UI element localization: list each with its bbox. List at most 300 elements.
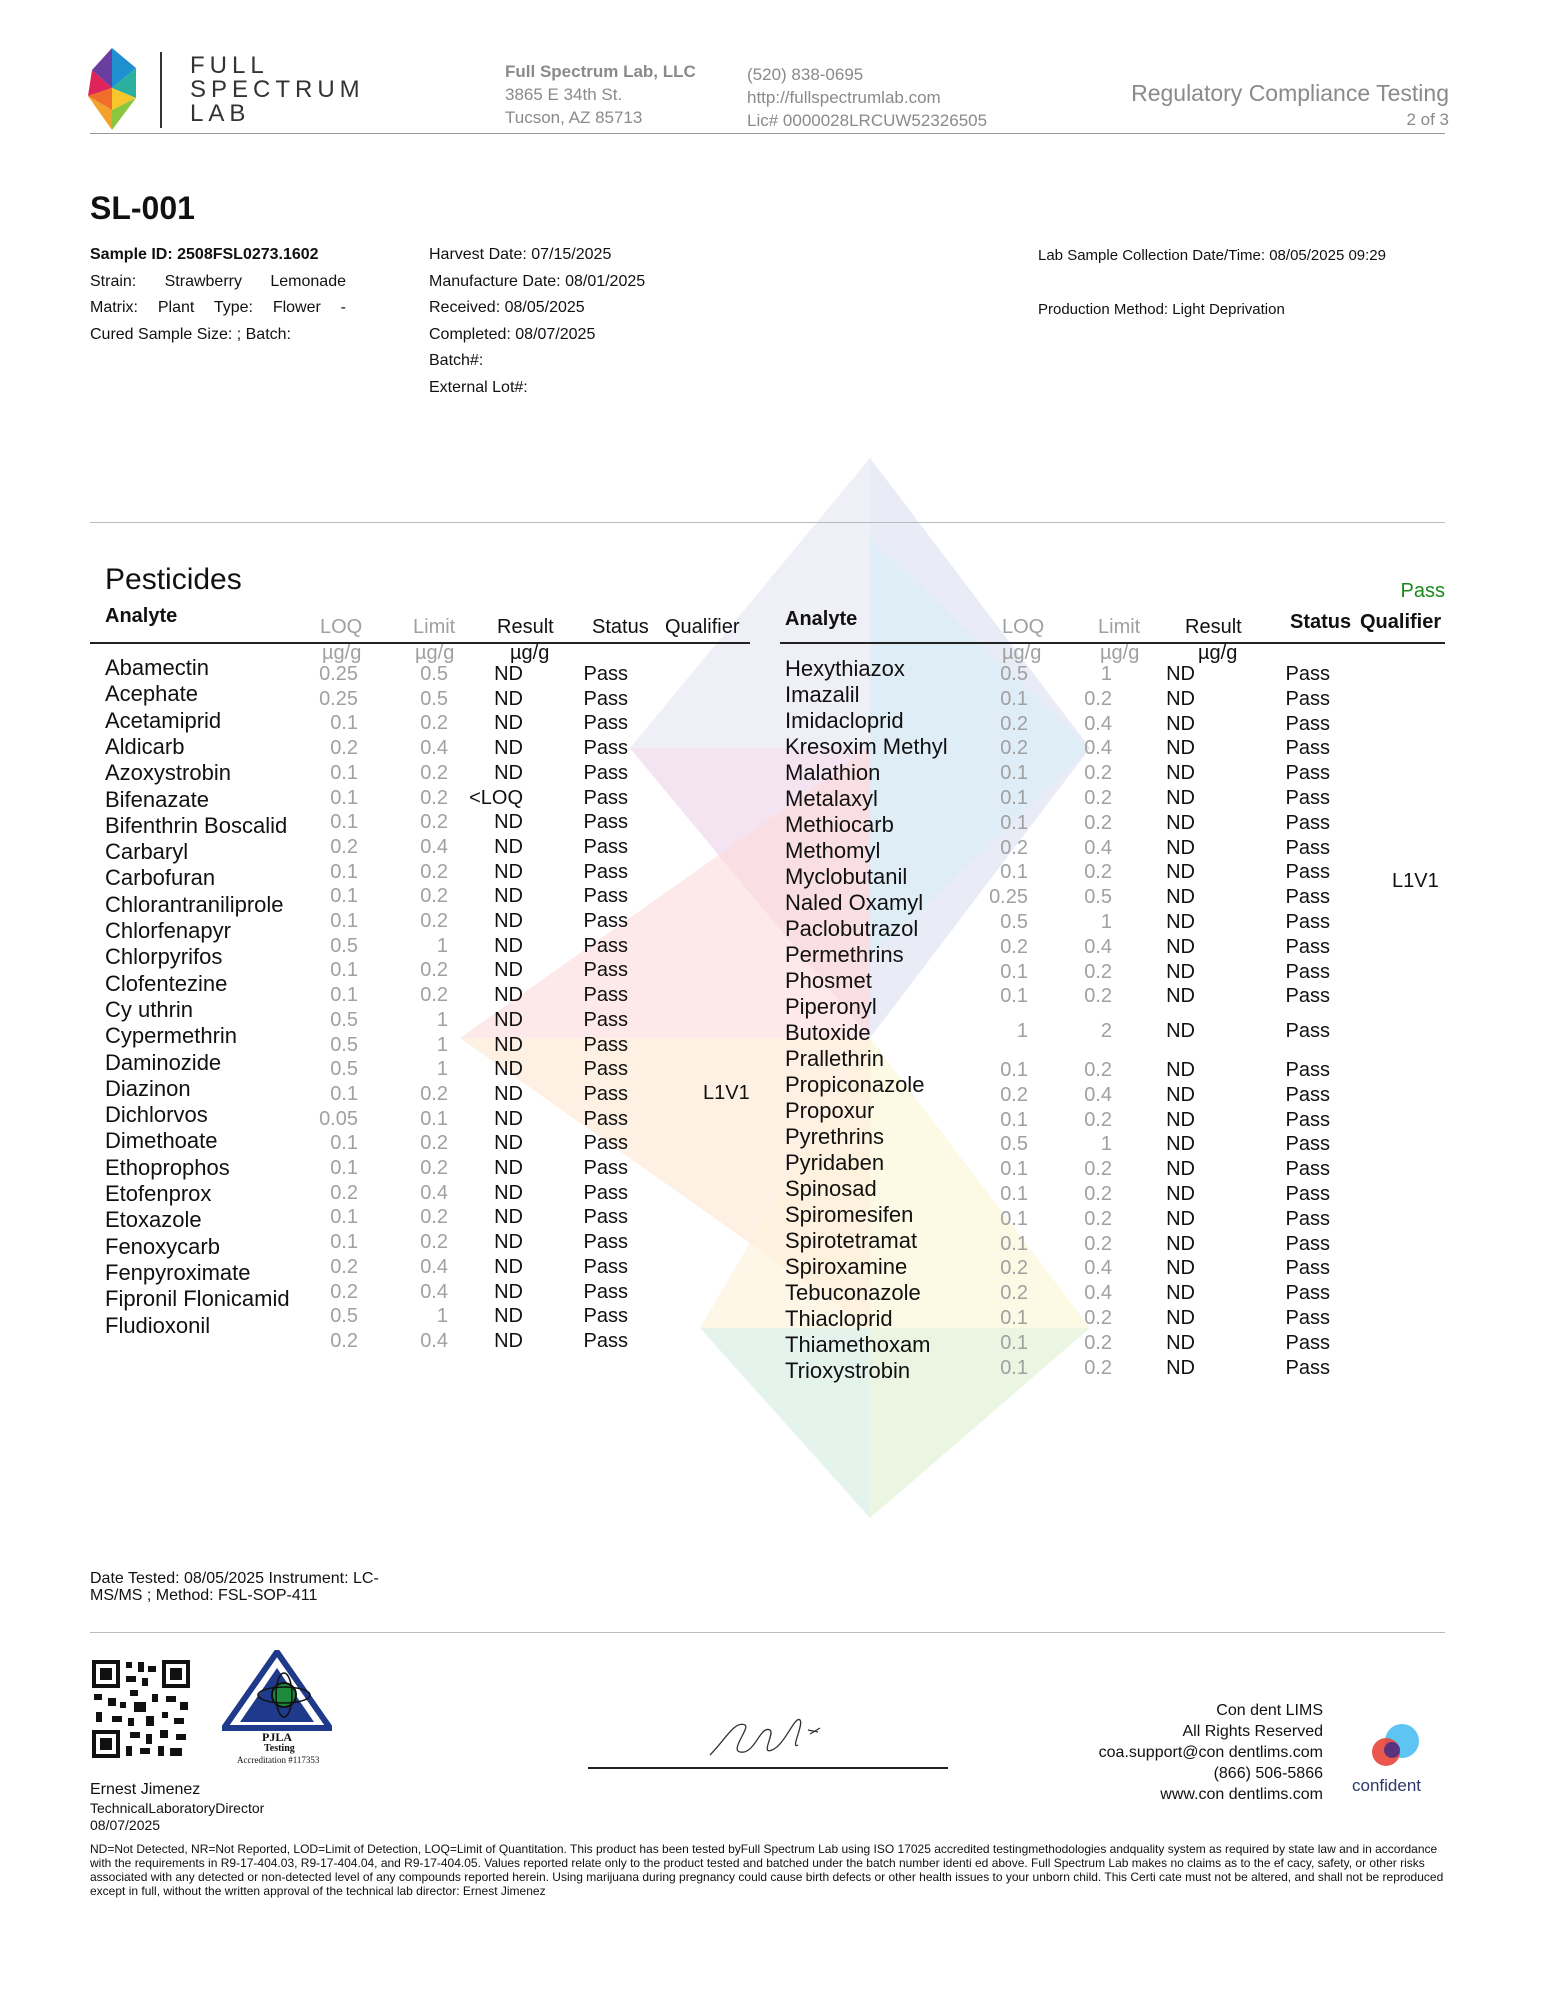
table-row xyxy=(1000,1083,1330,1107)
limit-value: 0.2 xyxy=(1084,1059,1112,1081)
status-value: Pass xyxy=(583,1157,628,1179)
limit-value: 0.2 xyxy=(1084,762,1112,785)
limit-value: 0.2 xyxy=(1084,687,1112,710)
logo-line-2: SPECTRUM xyxy=(190,76,365,103)
limit-value: 0.2 xyxy=(1084,1331,1112,1354)
result-value: ND xyxy=(1166,1207,1195,1230)
result-value: ND xyxy=(1166,985,1195,1008)
loq-value: 0.1 xyxy=(1000,1307,1028,1329)
limit-value: 0.2 xyxy=(1084,1356,1112,1379)
loq-value: 0.1 xyxy=(1000,762,1028,785)
table-row xyxy=(1000,662,1330,686)
analyte-name: Cy uthrin xyxy=(105,996,194,1022)
analyte-name: Paclobutrazol xyxy=(785,916,919,941)
sample-id: Sample ID: 2508FSL0273.1602 xyxy=(90,246,319,263)
loq-unit: µg/g xyxy=(322,642,362,664)
loq-value: 0.1 xyxy=(330,811,358,834)
result-value: ND xyxy=(1166,1059,1195,1081)
table-row xyxy=(1000,1306,1330,1330)
signer-date: 08/07/2025 xyxy=(90,1817,161,1833)
col-qualifier-header-right: Qualifier xyxy=(1360,611,1442,633)
loq-value: 0.1 xyxy=(330,1231,358,1254)
status-value: Pass xyxy=(1285,836,1330,859)
limit-value: 0.2 xyxy=(420,860,448,883)
lab-logo-text xyxy=(190,54,365,126)
status-value: Pass xyxy=(583,786,628,809)
analyte-name: Fenoxycarb xyxy=(105,1233,220,1259)
analyte-name: Piperonyl xyxy=(785,994,877,1019)
status-value: Pass xyxy=(1285,762,1330,785)
table-row xyxy=(320,1181,660,1205)
loq-value: 0.1 xyxy=(330,860,358,883)
loq-value: 0.2 xyxy=(330,1255,358,1278)
limit-value: 0.2 xyxy=(1084,811,1112,834)
analyte-name: Cypermethrin xyxy=(105,1023,238,1049)
analyte-name: Ethoprophos xyxy=(105,1154,230,1180)
loq-value: 0.1 xyxy=(1000,1356,1028,1379)
qr-code-icon xyxy=(90,1658,192,1760)
status-value: Pass xyxy=(583,885,628,908)
table-row xyxy=(1000,786,1330,810)
col-limit-header: Limit xyxy=(413,616,456,638)
status-value: Pass xyxy=(1285,737,1330,760)
status-value: Pass xyxy=(1285,712,1330,735)
page-indicator: 2 of 3 xyxy=(1406,110,1449,129)
analyte-name: Thiacloprid xyxy=(785,1306,893,1331)
analyte-name: Bifenthrin Boscalid xyxy=(105,812,288,838)
result-value: ND xyxy=(494,761,523,784)
limit-value: 1 xyxy=(436,1008,448,1031)
result-value: ND xyxy=(1166,1133,1195,1156)
table-row xyxy=(1000,1019,1330,1043)
status-value: Pass xyxy=(1285,1133,1330,1156)
loq-value: 0.2 xyxy=(1000,1282,1028,1305)
logo-line-1: FULL xyxy=(190,52,269,79)
result-value: ND xyxy=(1166,1158,1195,1181)
limit-value: 0.5 xyxy=(420,663,448,685)
table-row xyxy=(1000,984,1330,1008)
table-row xyxy=(320,884,660,908)
result-value: ND xyxy=(1166,712,1195,735)
status-value: Pass xyxy=(1285,861,1330,884)
limit-unit: µg/g xyxy=(415,642,455,664)
status-value: Pass xyxy=(583,1329,628,1352)
signer-block xyxy=(90,1780,264,1833)
status-value: Pass xyxy=(1285,1307,1330,1329)
loq-value: 0.2 xyxy=(1000,1257,1028,1280)
status-value: Pass xyxy=(583,1255,628,1278)
status-value: Pass xyxy=(1285,1183,1330,1205)
status-value: Pass xyxy=(1285,811,1330,834)
disclaimer: ND=Not Detected, NR=Not Reported, LOD=Limit of Detection, LOQ=Limit of Quantitation. This product has been tested byFull Spectrum Lab using ISO 17025 accredited testingmethodologies andquality system as required by state law and in accordance with the requirements in R9-17-404.03, R9-17-404.04, and R9-17-404.05. Values reported relate only to the product tested and batched under the batch number identi ed above. Full Spectrum Lab makes no claims as to the ef cacy, safety, or other risks associated with any detected or non-detected level of any compounds reported herein. Using marijuana during pregnancy could cause birth defects or other health issues to your unborn child. This Certi cate must not be altered, and shall not be reproduced except in full, without the written approval of the technical lab director: Ernest Jimenez xyxy=(90,1842,1444,1898)
result-value: ND xyxy=(1166,1108,1195,1131)
limit-value: 0.2 xyxy=(1084,985,1112,1008)
loq-value: 0.2 xyxy=(330,1329,358,1352)
analyte-name: Propiconazole xyxy=(785,1072,925,1097)
col-loq-header-right: LOQ xyxy=(1002,616,1045,638)
analyte-name: Diazinon xyxy=(105,1075,191,1101)
completed-date: Completed: 08/07/2025 xyxy=(429,325,596,343)
result-value: ND xyxy=(494,1008,523,1031)
table-row xyxy=(320,934,660,958)
table-row xyxy=(1000,687,1330,711)
section-title: Pesticides xyxy=(105,563,242,596)
status-value: Pass xyxy=(1285,1020,1330,1043)
sample-title: SL-001 xyxy=(90,190,195,226)
table-row xyxy=(320,860,660,884)
limit-value: 0.2 xyxy=(1084,1108,1112,1131)
status-value: Pass xyxy=(1285,1257,1330,1280)
limit-value: 0.4 xyxy=(420,1255,448,1278)
limit-value: 0.4 xyxy=(1084,935,1112,958)
status-value: Pass xyxy=(1285,1158,1330,1181)
status-value: Pass xyxy=(1285,1207,1330,1230)
analyte-name: Fipronil Flonicamid xyxy=(105,1286,290,1312)
sample-rule xyxy=(90,522,1445,523)
limit-value: 0.4 xyxy=(420,1329,448,1352)
signer-name: Ernest Jimenez xyxy=(90,1781,201,1798)
table-row xyxy=(320,1107,660,1131)
table-row xyxy=(320,1304,660,1328)
result-value: ND xyxy=(494,1058,523,1081)
result-value: ND xyxy=(494,1082,523,1105)
loq-value: 0.5 xyxy=(330,1008,358,1031)
limit-value: 0.4 xyxy=(420,835,448,858)
loq-value: 0.1 xyxy=(330,761,358,784)
lab-license: Lic# 0000028LRCUW52326505 xyxy=(747,111,988,130)
overall-status: Pass xyxy=(1400,580,1445,602)
collection-datetime: Lab Sample Collection Date/Time: 08/05/2025 09:29 xyxy=(1038,247,1386,264)
limit-value: 0.2 xyxy=(420,959,448,982)
table-row xyxy=(320,1230,660,1254)
address-line-2: Tucson, AZ 85713 xyxy=(505,108,643,127)
result-value: ND xyxy=(1166,861,1195,884)
loq-value: 0.1 xyxy=(330,885,358,908)
table-row xyxy=(1000,1232,1330,1256)
table-row xyxy=(320,1280,660,1304)
logo-line-3: LAB xyxy=(190,100,251,127)
limit-value: 0.2 xyxy=(420,1132,448,1155)
status-value: Pass xyxy=(1285,911,1330,933)
status-value: Pass xyxy=(583,1082,628,1105)
status-value: Pass xyxy=(583,737,628,760)
col-status-header-right: Status xyxy=(1290,611,1352,633)
analyte-name: Fludioxonil xyxy=(105,1312,211,1338)
table-row xyxy=(1000,860,1330,884)
header-rule xyxy=(90,133,1445,134)
table-row xyxy=(320,909,660,933)
analyte-name: Carbofuran xyxy=(105,865,216,891)
result-value: ND xyxy=(494,737,523,760)
status-value: Pass xyxy=(1285,663,1330,685)
result-value: ND xyxy=(494,1132,523,1155)
result-value: ND xyxy=(1166,1020,1195,1043)
pjla-accreditation: Accreditation #117353 xyxy=(237,1755,320,1765)
result-value: ND xyxy=(1166,1331,1195,1354)
result-value: ND xyxy=(1166,886,1195,909)
lab-website[interactable]: http://fullspectrumlab.com xyxy=(747,88,941,107)
result-unit-right: µg/g xyxy=(1198,642,1238,664)
col-result-header: Result xyxy=(497,616,554,638)
result-value: ND xyxy=(494,1280,523,1303)
loq-value: 0.1 xyxy=(1000,1331,1028,1354)
loq-value: 0.1 xyxy=(1000,985,1028,1008)
pjla-label: PJLA xyxy=(262,1730,292,1744)
loq-value: 0.25 xyxy=(989,886,1028,909)
status-value: Pass xyxy=(1285,1083,1330,1106)
loq-value: 0.1 xyxy=(1000,861,1028,884)
loq-value: 0.1 xyxy=(1000,687,1028,710)
table-row xyxy=(320,711,660,735)
loq-value: 0.1 xyxy=(1000,811,1028,834)
loq-value: 0.1 xyxy=(1000,1059,1028,1081)
status-value: Pass xyxy=(1285,985,1330,1008)
status-value: Pass xyxy=(583,959,628,982)
status-value: Pass xyxy=(1285,1108,1330,1131)
table-row xyxy=(320,835,660,859)
lab-contact-block xyxy=(747,63,987,132)
loq-value: 0.1 xyxy=(330,786,358,809)
table-row xyxy=(1000,811,1330,835)
loq-value: 0.2 xyxy=(1000,1083,1028,1106)
status-value: Pass xyxy=(583,1231,628,1254)
analyte-name: Naled Oxamyl xyxy=(785,890,924,915)
table-row xyxy=(1000,1108,1330,1132)
loq-value: 0.2 xyxy=(330,835,358,858)
limit-value: 0.2 xyxy=(1084,1183,1112,1205)
status-value: Pass xyxy=(1285,1059,1330,1081)
result-value: ND xyxy=(1166,935,1195,958)
analyte-name: Malathion xyxy=(785,760,881,785)
result-value: ND xyxy=(1166,911,1195,933)
analyte-name: Chlorpyrifos xyxy=(105,944,223,970)
analyte-name: Acetamiprid xyxy=(105,707,222,733)
signer-title: TechnicalLaboratoryDirector xyxy=(90,1800,265,1816)
signature-line xyxy=(588,1767,948,1769)
table-row xyxy=(320,1057,660,1081)
status-value: Pass xyxy=(583,811,628,834)
analyte-name: Thiamethoxam xyxy=(785,1332,931,1357)
analyte-name: Chlorantraniliprole xyxy=(105,891,284,917)
loq-value: 0.5 xyxy=(1000,663,1028,685)
table-row xyxy=(320,1131,660,1155)
pjla-logo-icon xyxy=(222,1650,332,1740)
table-row xyxy=(320,1033,660,1057)
table-row xyxy=(320,1156,660,1180)
table-row xyxy=(1000,1281,1330,1305)
result-value: ND xyxy=(1166,762,1195,785)
analyte-name: Etofenprox xyxy=(105,1181,212,1206)
limit-value: 0.2 xyxy=(420,811,448,834)
analyte-name: Metalaxyl xyxy=(785,786,878,811)
limit-value: 1 xyxy=(1100,1133,1112,1156)
confident-logo-text: confident xyxy=(1352,1776,1421,1795)
limit-value: 0.2 xyxy=(1084,1158,1112,1181)
analyte-name: Tebuconazole xyxy=(785,1280,921,1305)
result-value: ND xyxy=(1166,663,1195,685)
table-row xyxy=(1000,1157,1330,1181)
doc-title: Regulatory Compliance Testing xyxy=(1131,80,1449,106)
loq-value: 0.2 xyxy=(1000,737,1028,760)
analyte-name: Pyrethrins xyxy=(785,1124,885,1149)
limit-value: 0.4 xyxy=(420,1181,448,1204)
lims-email[interactable]: coa.support@con dentlims.com xyxy=(1098,1744,1323,1761)
limit-value: 0.5 xyxy=(420,687,448,710)
lab-address-block xyxy=(505,60,696,129)
analyte-name: Myclobutanil xyxy=(785,864,908,889)
lims-name: Con dent LIMS xyxy=(1216,1702,1323,1719)
analyte-name: Hexythiazox xyxy=(785,656,905,681)
production-method: Production Method: Light Deprivation xyxy=(1038,301,1285,318)
loq-value: 0.2 xyxy=(330,1280,358,1303)
loq-value: 0.05 xyxy=(319,1107,358,1130)
loq-value: 0.1 xyxy=(330,1082,358,1105)
analyte-name: Chlorfenapyr xyxy=(105,918,231,943)
limit-value: 1 xyxy=(436,934,448,957)
limit-value: 0.4 xyxy=(420,737,448,760)
table-row xyxy=(1000,761,1330,785)
status-value: Pass xyxy=(583,1206,628,1229)
status-value: Pass xyxy=(1285,886,1330,909)
status-value: Pass xyxy=(583,1305,628,1328)
loq-value: 0.5 xyxy=(330,1058,358,1081)
left-qualifier: L1V1 xyxy=(703,1082,750,1104)
col-analyte-header: Analyte xyxy=(105,605,178,627)
table-row xyxy=(320,786,660,810)
analyte-name: Imidacloprid xyxy=(785,708,904,733)
loq-value: 0.1 xyxy=(330,959,358,982)
limit-value: 0.2 xyxy=(420,1206,448,1229)
analyte-name: Spinosad xyxy=(785,1176,877,1201)
analyte-name: Daminozide xyxy=(105,1049,222,1075)
col-result-header-right: Result xyxy=(1185,616,1242,638)
result-value: ND xyxy=(494,1107,523,1130)
result-value: ND xyxy=(494,860,523,883)
status-value: Pass xyxy=(583,910,628,932)
result-value: ND xyxy=(1166,1257,1195,1280)
limit-value: 0.2 xyxy=(1084,1232,1112,1255)
result-value: ND xyxy=(494,1231,523,1254)
loq-value: 0.1 xyxy=(330,1132,358,1155)
result-value: ND xyxy=(494,984,523,1007)
analyte-name: Dichlorvos xyxy=(105,1102,208,1128)
limit-value: 0.2 xyxy=(420,1082,448,1105)
status-value: Pass xyxy=(583,687,628,710)
pesticides-table-left xyxy=(90,600,750,1360)
limit-value: 1 xyxy=(1100,911,1112,933)
loq-value: 0.1 xyxy=(330,984,358,1007)
limit-value: 0.2 xyxy=(420,1157,448,1179)
limit-value: 0.2 xyxy=(1084,1207,1112,1230)
analyte-name: Methiocarb xyxy=(785,812,894,837)
table-row xyxy=(1000,1182,1330,1206)
limit-value: 0.4 xyxy=(1084,1083,1112,1106)
table-row xyxy=(320,1329,660,1353)
result-value: ND xyxy=(1166,836,1195,859)
loq-value: 0.5 xyxy=(330,1305,358,1328)
status-value: Pass xyxy=(1285,1331,1330,1354)
table-row xyxy=(1000,1256,1330,1280)
table-row xyxy=(320,1008,660,1032)
loq-value: 0.25 xyxy=(319,663,358,685)
right-qualifier: L1V1 xyxy=(1392,870,1439,892)
lims-rights: All Rights Reserved xyxy=(1182,1723,1323,1740)
lab-phone: (520) 838-0695 xyxy=(747,65,864,84)
table-row xyxy=(1000,736,1330,760)
status-value: Pass xyxy=(583,663,628,685)
status-value: Pass xyxy=(1285,960,1330,983)
limit-value: 0.4 xyxy=(1084,1282,1112,1305)
table-row xyxy=(320,1205,660,1229)
loq-value: 0.1 xyxy=(330,1157,358,1179)
table-row xyxy=(1000,1132,1330,1156)
result-value: ND xyxy=(494,1206,523,1229)
limit-value: 2 xyxy=(1100,1020,1112,1043)
result-value: ND xyxy=(494,1033,523,1056)
address-line-1: 3865 E 34th St. xyxy=(505,85,623,104)
result-value: ND xyxy=(1166,787,1195,809)
loq-value: 0.5 xyxy=(1000,1133,1028,1156)
analyte-name: Imazalil xyxy=(785,682,860,707)
loq-value: 0.1 xyxy=(1000,960,1028,983)
signature-image xyxy=(700,1700,840,1770)
status-value: Pass xyxy=(583,835,628,858)
status-value: Pass xyxy=(583,1033,628,1056)
analyte-name: Prallethrin xyxy=(785,1046,885,1071)
status-value: Pass xyxy=(583,860,628,883)
table-row xyxy=(1000,935,1330,959)
loq-value: 0.1 xyxy=(1000,1207,1028,1230)
result-value: ND xyxy=(494,959,523,982)
limit-value: 0.2 xyxy=(1084,1307,1112,1329)
status-value: Pass xyxy=(1285,935,1330,958)
result-value: ND xyxy=(494,811,523,834)
table-row xyxy=(1000,1058,1330,1082)
table-row xyxy=(1000,960,1330,984)
status-value: Pass xyxy=(583,984,628,1007)
sample-cured: Cured Sample Size: ; Batch: xyxy=(90,325,291,343)
table-row xyxy=(320,1082,660,1106)
table-row xyxy=(1000,910,1330,934)
analyte-name: Bifenazate xyxy=(105,786,209,812)
result-value: ND xyxy=(494,934,523,957)
result-value: ND xyxy=(1166,1307,1195,1329)
analyte-name: Permethrins xyxy=(785,942,904,967)
result-value: ND xyxy=(494,712,523,735)
loq-value: 0.1 xyxy=(1000,1183,1028,1205)
loq-unit-right: µg/g xyxy=(1002,642,1042,664)
result-value: ND xyxy=(494,1181,523,1204)
loq-value: 0.5 xyxy=(1000,911,1028,933)
lab-name: Full Spectrum Lab, LLC xyxy=(505,62,696,81)
status-value: Pass xyxy=(1285,1282,1330,1305)
status-value: Pass xyxy=(583,712,628,735)
manufacture-date: Manufacture Date: 08/01/2025 xyxy=(429,272,646,290)
lims-website[interactable]: www.con dentlims.com xyxy=(1160,1786,1323,1803)
loq-value: 0.2 xyxy=(1000,712,1028,735)
table-row xyxy=(1000,712,1330,736)
analyte-name: Acephate xyxy=(105,681,198,707)
test-method: Date Tested: 08/05/2025 Instrument: LC-MS/MS ; Method: FSL-SOP-411 xyxy=(90,1570,379,1604)
loq-value: 0.1 xyxy=(330,910,358,932)
loq-value: 0.2 xyxy=(1000,935,1028,958)
status-value: Pass xyxy=(1285,1232,1330,1255)
sample-info-left xyxy=(90,242,346,348)
result-value: ND xyxy=(1166,960,1195,983)
pesticides-table-right xyxy=(780,600,1445,1383)
col-status-header: Status xyxy=(592,616,649,638)
harvest-date: Harvest Date: 07/15/2025 xyxy=(429,246,612,263)
